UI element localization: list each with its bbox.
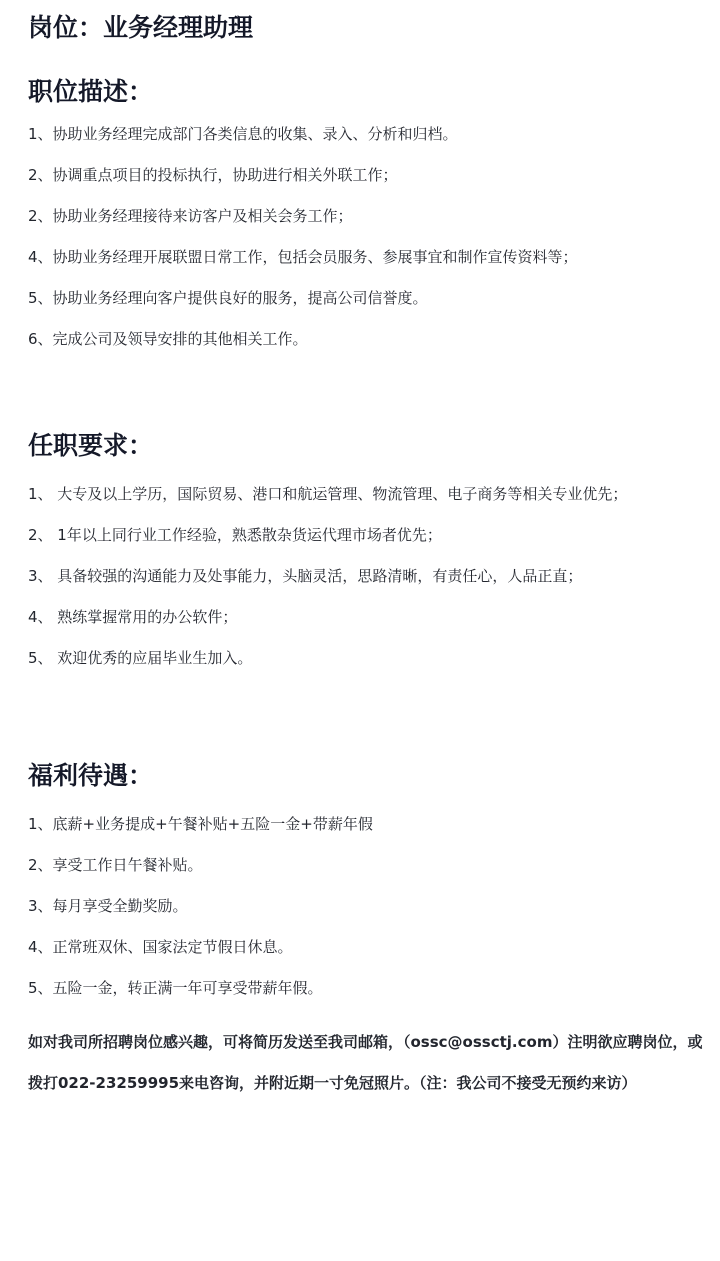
list-item: 2、享受工作日午餐补贴。 [28,856,203,874]
list-item: 1、 大专及以上学历，国际贸易、港口和航运管理、物流管理、电子商务等相关专业优先； [28,485,628,503]
contact-note: 如对我司所招聘岗位感兴趣，可将简历发送至我司邮箱，（ossc@ossctj.com）注明欲应聘岗位，或拨打022-23259995来电咨询，并附近期一寸免冠照片。（注：我公司不接受无预约来访） [28,1033,703,1092]
list-item: 5、协助业务经理向客户提供良好的服务，提高公司信誉度。 [28,289,428,307]
job-description-list [28,114,578,360]
list-item: 5、 欢迎优秀的应届毕业生加入。 [28,649,253,667]
job-description-heading: 职位描述： [28,77,154,106]
list-item: 4、 熟练掌握常用的办公软件； [28,608,238,626]
job-title: 岗位：业务经理助理 [28,13,254,42]
list-item: 5、五险一金，转正满一年可享受带薪年假。 [28,979,323,997]
list-item: 4、正常班双休、国家法定节假日休息。 [28,938,293,956]
list-item: 6、完成公司及领导安排的其他相关工作。 [28,330,308,348]
list-item: 4、协助业务经理开展联盟日常工作，包括会员服务、参展事宜和制作宣传资料等； [28,248,578,266]
benefits-list [28,804,373,1009]
list-item: 2、协助业务经理接待来访客户及相关会务工作； [28,207,353,225]
requirements-heading: 任职要求： [28,431,154,460]
list-item: 3、每月享受全勤奖励。 [28,897,188,915]
list-item: 1、底薪+业务提成+午餐补贴+五险一金+带薪年假 [28,815,373,833]
list-item: 2、协调重点项目的投标执行，协助进行相关外联工作； [28,166,398,184]
benefits-heading: 福利待遇： [28,761,154,790]
list-item: 2、 1年以上同行业工作经验，熟悉散杂货运代理市场者优先； [28,526,442,544]
list-item: 3、 具备较强的沟通能力及处事能力，头脑灵活，思路清晰，有责任心，人品正直； [28,567,583,585]
list-item: 1、协助业务经理完成部门各类信息的收集、录入、分析和归档。 [28,125,458,143]
requirements-list [28,474,627,679]
